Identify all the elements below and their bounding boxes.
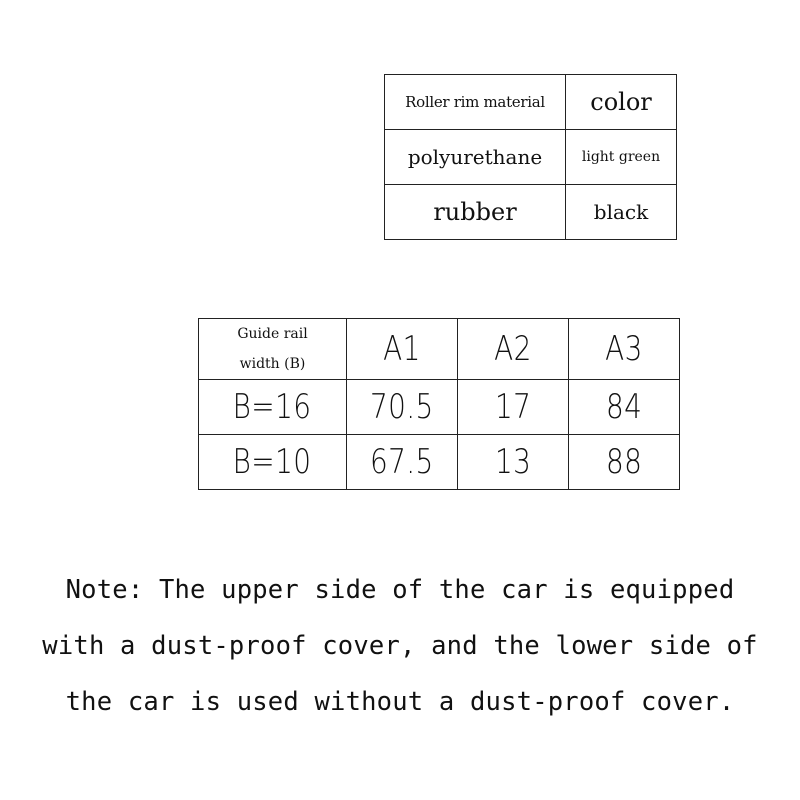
note-line-1: Note: The upper side of the car is equipped xyxy=(65,575,735,605)
header-a3 xyxy=(569,319,680,380)
width-cell xyxy=(199,380,347,435)
header-a3-text: A3 xyxy=(605,329,643,369)
a3-cell xyxy=(569,435,680,490)
a3-value: 84 xyxy=(605,387,643,427)
a2-cell xyxy=(458,380,569,435)
header-roller-rim-material: Roller rim material xyxy=(385,75,566,130)
header-a2 xyxy=(458,319,569,380)
header-line-2: width (B) xyxy=(239,356,306,372)
header-a1 xyxy=(347,319,458,380)
a1-cell xyxy=(347,435,458,490)
color-cell: black xyxy=(566,185,677,240)
a2-cell xyxy=(458,435,569,490)
header-a2-text: A2 xyxy=(494,329,532,369)
a1-cell xyxy=(347,380,458,435)
table-row xyxy=(385,185,677,240)
width-cell xyxy=(199,435,347,490)
note-line-2: with a dust-proof cover, and the lower side of xyxy=(42,631,758,661)
a1-value: 70.5 xyxy=(370,387,434,427)
table-row xyxy=(199,380,680,435)
note-text xyxy=(0,562,800,730)
header-color: color xyxy=(566,75,677,130)
table-header-row xyxy=(199,319,680,380)
header-guide-rail-width xyxy=(199,319,347,380)
a3-cell xyxy=(569,380,680,435)
a2-value: 13 xyxy=(494,442,532,482)
material-cell: rubber xyxy=(385,185,566,240)
width-value: B=10 xyxy=(233,442,312,482)
material-cell: polyurethane xyxy=(385,130,566,185)
a1-value: 67.5 xyxy=(370,442,434,482)
color-cell: light green xyxy=(566,130,677,185)
material-color-table xyxy=(384,74,677,240)
table-header-row xyxy=(385,75,677,130)
width-value: B=16 xyxy=(233,387,312,427)
note-line-3: the car is used without a dust-proof cover. xyxy=(65,687,735,717)
a3-value: 88 xyxy=(605,442,643,482)
a2-value: 17 xyxy=(494,387,532,427)
table-row xyxy=(385,130,677,185)
table-row xyxy=(199,435,680,490)
guide-rail-dimension-table xyxy=(198,318,680,490)
header-a1-text: A1 xyxy=(383,329,421,369)
header-line-1: Guide rail xyxy=(237,326,308,342)
